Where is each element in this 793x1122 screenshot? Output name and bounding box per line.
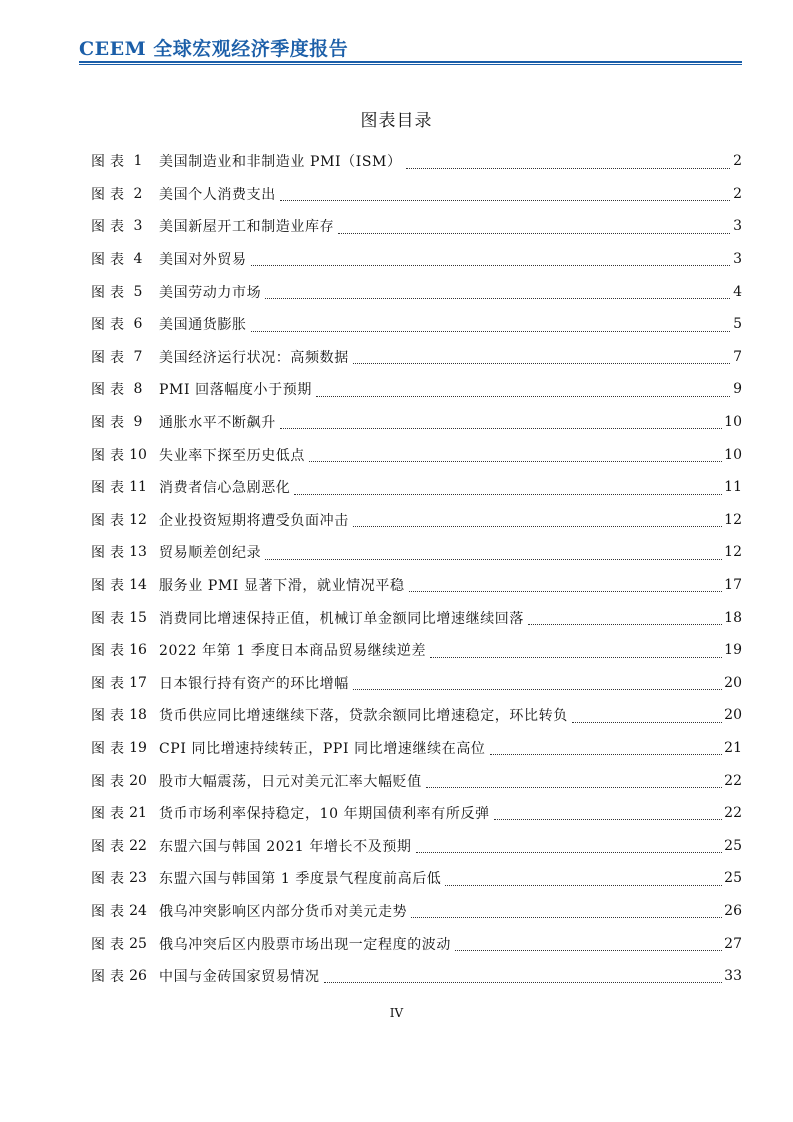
- toc-entry-label: 图表: [91, 610, 129, 627]
- toc-entry-label: 图表: [91, 578, 129, 595]
- toc-entry[interactable]: [91, 634, 742, 667]
- toc-entry-title: 日本银行持有资产的环比增幅: [159, 675, 349, 692]
- toc-entry-label: 图表: [91, 545, 129, 562]
- toc-entry-number: 13: [129, 544, 147, 561]
- page-number: IV: [389, 1006, 404, 1020]
- toc-entry-page: 33: [724, 968, 742, 985]
- toc-title: 图表目录: [360, 111, 433, 131]
- toc-entry-page: 26: [724, 902, 742, 919]
- toc-dot-leader: [294, 493, 722, 495]
- toc-entry-title: 美国对外贸易: [159, 252, 247, 269]
- toc-dot-leader: [455, 949, 722, 951]
- toc-entry-title: 服务业 PMI 显著下滑，就业情况平稳: [159, 578, 405, 595]
- toc-entry-label: 图表: [91, 675, 129, 692]
- toc-entry[interactable]: [91, 471, 742, 504]
- toc-entry-number: 9: [133, 414, 143, 431]
- toc-entry-number: 14: [129, 577, 147, 594]
- toc-entry-page: 3: [733, 218, 742, 235]
- toc-dot-leader: [411, 916, 722, 918]
- toc-entry-page: 2: [733, 185, 742, 202]
- toc-entry-page: 2: [733, 153, 742, 170]
- toc-entry-page: 10: [724, 414, 742, 431]
- toc-dot-leader: [416, 851, 723, 853]
- toc-entry-number: 4: [133, 251, 143, 268]
- toc-entry-title: 股市大幅震荡，日元对美元汇率大幅贬值: [159, 773, 422, 790]
- toc-entry-title: 美国新屋开工和制造业库存: [159, 219, 335, 236]
- toc-entry-number: 18: [129, 707, 147, 724]
- toc-entry-page: 12: [724, 544, 742, 561]
- toc-entry-title: 东盟六国与韩国 2021 年增长不及预期: [159, 838, 412, 855]
- toc-entry-page: 4: [733, 283, 742, 300]
- toc-entry-label: 图表: [91, 349, 129, 366]
- toc-entry-label: 图表: [91, 903, 129, 920]
- toc-dot-leader: [280, 199, 730, 201]
- toc-entry-label: 图表: [91, 936, 129, 953]
- toc-entry-page: 21: [724, 739, 742, 756]
- toc-entry-number: 21: [129, 805, 147, 822]
- toc-entry[interactable]: [91, 667, 742, 700]
- toc-dot-leader: [445, 884, 722, 886]
- toc-entry-number: 22: [129, 837, 147, 854]
- toc-dot-leader: [251, 330, 730, 332]
- toc-entry-title: 俄乌冲突影响区内部分货币对美元走势: [159, 903, 408, 920]
- toc-entry-number: 1: [133, 153, 143, 170]
- toc-dot-leader: [265, 558, 722, 560]
- toc-entry-label: 图表: [91, 643, 129, 660]
- toc-entry[interactable]: [91, 373, 742, 406]
- toc-entry-page: 9: [733, 381, 742, 398]
- toc-entry[interactable]: [91, 504, 742, 537]
- toc-entry-title: 美国劳动力市场: [159, 284, 262, 301]
- toc-entry-label: 图表: [91, 284, 129, 301]
- toc-entry-number: 10: [129, 446, 147, 463]
- toc-dot-leader: [309, 460, 722, 462]
- toc-entry[interactable]: [91, 960, 742, 993]
- toc-entry-label: 图表: [91, 871, 129, 888]
- toc-entry-number: 17: [129, 674, 147, 691]
- toc-entry-label: 图表: [91, 317, 129, 334]
- header-divider: [79, 61, 742, 63]
- toc-entry-title: 美国通货膨胀: [159, 317, 247, 334]
- toc-entry-label: 图表: [91, 480, 129, 497]
- toc-entry[interactable]: [91, 732, 742, 765]
- toc-entry-page: 20: [724, 674, 742, 691]
- toc-entry-title: 货币供应同比增速继续下落，贷款余额同比增速稳定，环比转负: [159, 708, 568, 725]
- toc-dot-leader: [316, 395, 730, 397]
- toc-entry-page: 11: [724, 479, 742, 496]
- toc-entry[interactable]: [91, 178, 742, 211]
- toc-entry-title: 2022 年第 1 季度日本商品贸易继续逆差: [159, 643, 427, 660]
- toc-entry[interactable]: [91, 862, 742, 895]
- toc-entry-title: 美国个人消费支出: [159, 186, 276, 203]
- toc-entry-title: 贸易顺差创纪录: [159, 545, 262, 562]
- toc-entry[interactable]: [91, 927, 742, 960]
- toc-entry-title: CPI 同比增速持续转正，PPI 同比增速继续在高位: [159, 740, 486, 757]
- toc-entry-number: 12: [129, 511, 147, 528]
- toc-entry-page: 22: [724, 805, 742, 822]
- toc-entry-page: 5: [733, 316, 742, 333]
- toc-entry-number: 11: [129, 479, 147, 496]
- toc-entry-number: 15: [129, 609, 147, 626]
- toc-entry-label: 图表: [91, 806, 129, 823]
- toc-list: [91, 145, 742, 992]
- toc-entry[interactable]: [91, 145, 742, 178]
- toc-entry-page: 17: [724, 577, 742, 594]
- toc-dot-leader: [265, 297, 730, 299]
- toc-entry-number: 3: [133, 218, 143, 235]
- toc-entry-label: 图表: [91, 415, 129, 432]
- toc-entry-label: 图表: [91, 154, 129, 171]
- toc-entry-number: 24: [129, 902, 147, 919]
- toc-entry-title: 中国与金砖国家贸易情况: [159, 969, 320, 986]
- toc-entry[interactable]: [91, 243, 742, 276]
- toc-dot-leader: [251, 264, 730, 266]
- toc-entry-page: 22: [724, 772, 742, 789]
- toc-entry[interactable]: [91, 764, 742, 797]
- toc-entry-page: 27: [724, 935, 742, 952]
- toc-entry-title: 美国经济运行状况：高频数据: [159, 349, 349, 366]
- toc-dot-leader: [490, 753, 723, 755]
- toc-entry-label: 图表: [91, 969, 129, 986]
- toc-entry[interactable]: [91, 699, 742, 732]
- toc-entry-page: 20: [724, 707, 742, 724]
- toc-entry-title: 俄乌冲突后区内股票市场出现一定程度的波动: [159, 936, 451, 953]
- toc-dot-leader: [324, 981, 723, 983]
- toc-entry-page: 10: [724, 446, 742, 463]
- toc-entry[interactable]: [91, 275, 742, 308]
- toc-entry-title: 消费同比增速保持正值，机械订单金额同比增速继续回落: [159, 610, 524, 627]
- toc-dot-leader: [409, 590, 723, 592]
- toc-dot-leader: [353, 688, 722, 690]
- header-divider-thin: [79, 64, 742, 65]
- toc-entry-number: 20: [129, 772, 147, 789]
- toc-entry-number: 25: [129, 935, 147, 952]
- toc-entry[interactable]: [91, 406, 742, 439]
- toc-entry-label: 图表: [91, 186, 129, 203]
- toc-entry-label: 图表: [91, 512, 129, 529]
- report-header-title: CEEM 全球宏观经济季度报告: [79, 38, 349, 60]
- toc-entry[interactable]: [91, 797, 742, 830]
- toc-dot-leader: [430, 656, 722, 658]
- toc-entry-label: 图表: [91, 740, 129, 757]
- toc-entry-page: 7: [733, 348, 742, 365]
- toc-entry-page: 18: [724, 609, 742, 626]
- toc-entry[interactable]: [91, 308, 742, 341]
- toc-entry-number: 5: [133, 283, 143, 300]
- toc-dot-leader: [353, 362, 730, 364]
- toc-entry-page: 3: [733, 251, 742, 268]
- toc-entry[interactable]: [91, 438, 742, 471]
- toc-entry-label: 图表: [91, 382, 129, 399]
- toc-entry[interactable]: [91, 536, 742, 569]
- toc-entry-number: 26: [129, 968, 147, 985]
- toc-dot-leader: [353, 525, 722, 527]
- toc-entry-page: 25: [724, 870, 742, 887]
- toc-entry[interactable]: [91, 829, 742, 862]
- toc-entry-number: 6: [133, 316, 143, 333]
- toc-dot-leader: [572, 721, 722, 723]
- toc-entry-title: 企业投资短期将遭受负面冲击: [159, 512, 349, 529]
- toc-entry-number: 2: [133, 185, 143, 202]
- toc-entry-label: 图表: [91, 838, 129, 855]
- toc-entry-label: 图表: [91, 447, 129, 464]
- toc-dot-leader: [426, 786, 722, 788]
- toc-entry-title: PMI 回落幅度小于预期: [159, 382, 312, 399]
- toc-entry-title: 美国制造业和非制造业 PMI（ISM）: [159, 154, 402, 171]
- toc-entry-title: 货币市场利率保持稳定，10 年期国债利率有所反弹: [159, 806, 490, 823]
- toc-entry-number: 7: [133, 348, 143, 365]
- toc-entry-title: 失业率下探至历史低点: [159, 447, 305, 464]
- toc-entry-number: 16: [129, 642, 147, 659]
- toc-entry-number: 23: [129, 870, 147, 887]
- toc-entry[interactable]: [91, 341, 742, 374]
- toc-entry[interactable]: [91, 601, 742, 634]
- toc-dot-leader: [494, 818, 723, 820]
- toc-entry[interactable]: [91, 569, 742, 602]
- toc-entry-title: 东盟六国与韩国第 1 季度景气程度前高后低: [159, 871, 442, 888]
- toc-entry-number: 8: [133, 381, 143, 398]
- toc-entry-number: 19: [129, 739, 147, 756]
- toc-entry-label: 图表: [91, 708, 129, 725]
- toc-entry-title: 通胀水平不断飙升: [159, 415, 276, 432]
- toc-dot-leader: [338, 232, 730, 234]
- toc-entry-page: 12: [724, 511, 742, 528]
- toc-dot-leader: [406, 167, 730, 169]
- toc-entry-page: 19: [724, 642, 742, 659]
- toc-dot-leader: [528, 623, 722, 625]
- toc-entry[interactable]: [91, 210, 742, 243]
- toc-entry-label: 图表: [91, 773, 129, 790]
- toc-entry-label: 图表: [91, 252, 129, 269]
- toc-entry[interactable]: [91, 895, 742, 928]
- toc-entry-label: 图表: [91, 219, 129, 236]
- toc-entry-page: 25: [724, 837, 742, 854]
- toc-dot-leader: [280, 427, 722, 429]
- toc-entry-title: 消费者信心急剧恶化: [159, 480, 291, 497]
